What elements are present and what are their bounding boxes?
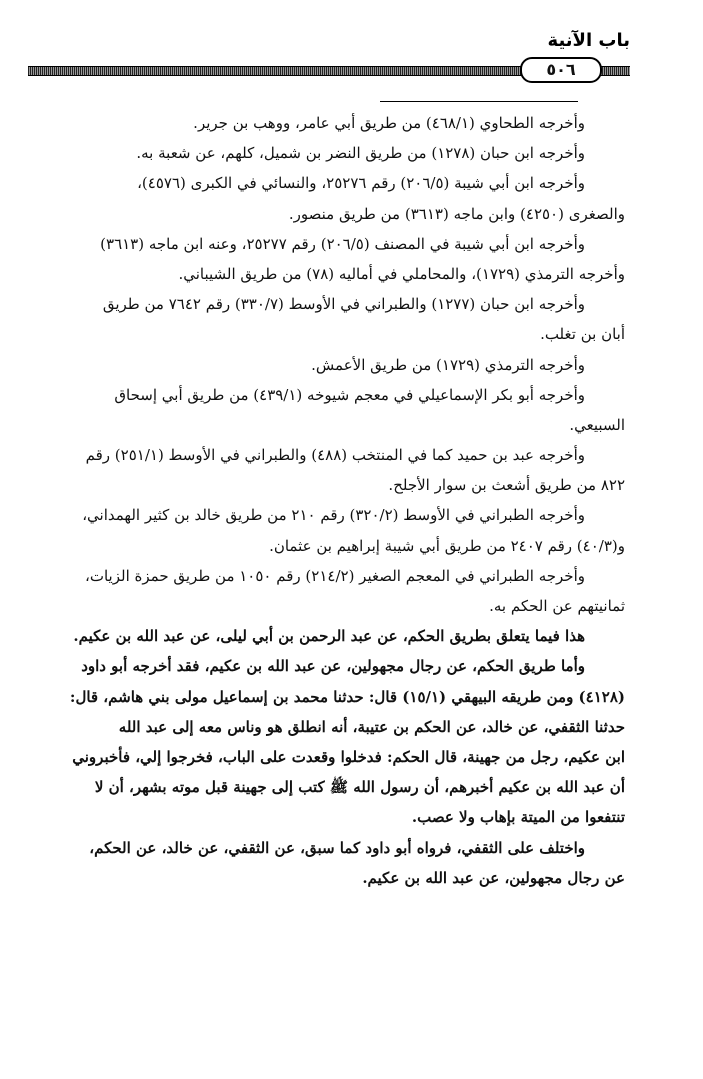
- text-line: وأخرجه ابن حبان (١٢٧٨) من طريق النضر بن شميل، كلهم، عن شعبة به.: [136, 144, 585, 163]
- text-line: وأخرجه الطحاوي (٤٦٨/١) من طريق أبي عامر، ووهب بن جرير.: [193, 114, 585, 132]
- chapter-title: باب الآنية: [547, 30, 630, 51]
- text-line: والصغرى (٤٢٥٠) وابن ماجه (٣٦١٣) من طريق منصور.: [288, 204, 625, 223]
- text-line: هذا فيما يتعلق بطريق الحكم، عن عبد الرحمن بن أبي ليلى، عن عبد الله بن عكيم.: [73, 627, 585, 646]
- text-line: وأخرجه الترمذي (١٧٢٩) من طريق الأعمش.: [311, 355, 585, 374]
- page-number: ٥٠٦: [520, 57, 602, 83]
- text-line: وأخرجه الطبراني في المعجم الصغير (٢١٤/٢) رقم ١٠٥٠ من طريق حمزة الزيات،: [85, 566, 585, 585]
- text-line: تنتفعوا من الميتة بإهاب ولا عصب.: [411, 808, 625, 827]
- separator-rule: [380, 101, 578, 102]
- text-line: (٤١٢٨) ومن طريقه البيهقي (١٥/١) قال: حدثنا محمد بن إسماعيل مولى بني هاشم، قال:: [69, 687, 625, 706]
- text-line: أبان بن تغلب.: [540, 325, 625, 344]
- text-line: وأما طريق الحكم، عن رجال مجهولين، عن عبد الله بن عكيم، فقد أخرجه أبو داود: [81, 657, 585, 676]
- text-line: وأخرجه عبد بن حميد كما في المنتخب (٤٨٨) والطبراني في الأوسط (٢٥١/١) رقم: [85, 446, 585, 465]
- text-line: ابن عكيم، رجل من جهينة، قال الحكم: فدخلوا وقعدت على الباب، فخرجوا إلي، فأخبروني: [72, 747, 625, 766]
- text-line: وأخرجه الطبراني في الأوسط (٣٢٠/٢) رقم ٢١٠ من طريق خالد بن كثير الهمداني،: [82, 506, 585, 525]
- text-line: وأخرجه ابن أبي شيبة (٢٠٦/٥) رقم ٢٥٢٧٦، والنسائي في الكبرى (٤٥٧٦)،: [137, 174, 585, 193]
- text-line: ثمانيتهم عن الحكم به.: [489, 597, 625, 615]
- text-line: وأخرجه ابن حبان (١٢٧٧) والطبراني في الأوسط (٣٣٠/٧) رقم ٧٦٤٢ من طريق: [102, 295, 585, 314]
- page-header: [28, 28, 630, 80]
- body-text: [40, 108, 625, 893]
- text-line: وأخرجه أبو بكر الإسماعيلي في معجم شيوخه (٤٣٩/١) من طريق أبي إسحاق: [114, 385, 585, 404]
- text-line: ٨٢٢ من طريق أشعث بن سوار الأجلح.: [388, 476, 625, 495]
- text-line: السبيعي.: [569, 415, 625, 434]
- text-line: واختلف على الثقفي، فرواه أبو داود كما سبق، عن الثقفي، عن خالد، عن الحكم،: [89, 838, 585, 857]
- text-line: و(٤٠/٣) رقم ٢٤٠٧ من طريق أبي شيبة إبراهيم بن عثمان.: [269, 536, 625, 555]
- text-line: وأخرجه الترمذي (١٧٢٩)، والمحاملي في أماليه (٧٨) من طريق الشيباني.: [178, 264, 625, 283]
- text-line: عن رجال مجهولين، عن عبد الله بن عكيم.: [362, 868, 625, 887]
- text-line: وأخرجه ابن أبي شيبة في المصنف (٢٠٦/٥) رقم ٢٥٢٧٧، وعنه ابن ماجه (٣٦١٣): [100, 234, 585, 253]
- text-line: حدثنا الثقفي، عن خالد، عن الحكم بن عتيبة، أنه انطلق هو وناس معه إلى عبد الله: [118, 717, 625, 736]
- text-line: أن عبد الله بن عكيم أخبرهم، أن رسول الله ﷺ كتب إلى جهينة قبل موته بشهر، أن لا: [94, 778, 625, 797]
